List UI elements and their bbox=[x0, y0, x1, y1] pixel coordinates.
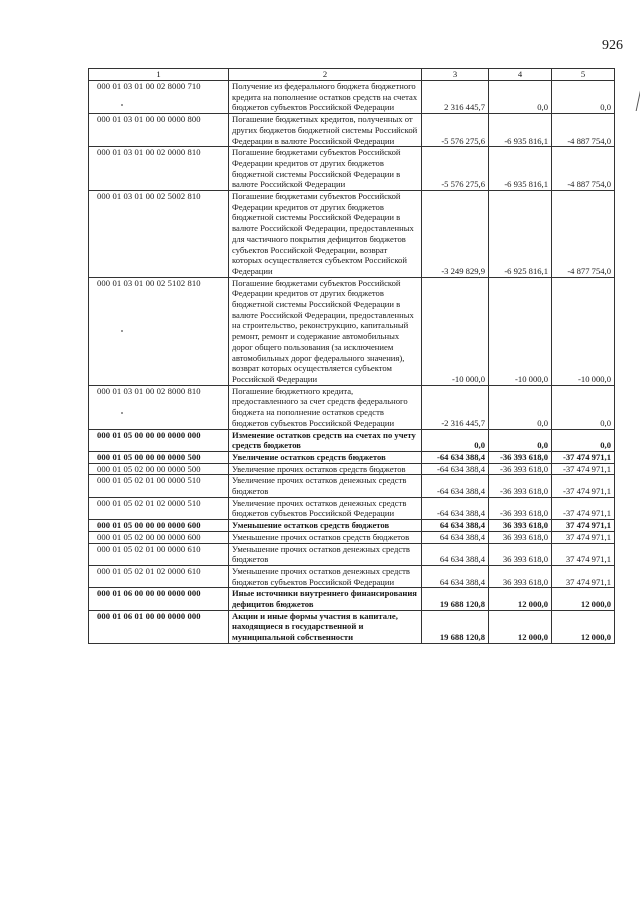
name-cell: Погашение бюджетами субъектов Российской Федерации кредитов от других бюджетов бюджетной системы Российской Федерации в валюте Российской Федерации, предоставленных для частичного покрытия дефицитов бюджетов субъектов Российской Федерации, возврат которых осуществляется субъектом Российской Федерации bbox=[229, 191, 422, 278]
page-number: 926 bbox=[602, 38, 623, 53]
table-row bbox=[89, 429, 615, 451]
value-col5-cell: 12 000,0 bbox=[552, 588, 615, 610]
name-cell: Уменьшение прочих остатков средств бюджетов bbox=[229, 531, 422, 543]
table-row bbox=[89, 565, 615, 587]
header-cell: 5 bbox=[552, 69, 615, 81]
table-header-row bbox=[89, 69, 615, 81]
table-row bbox=[89, 520, 615, 532]
name-cell: Изменение остатков средств на счетах по учету средств бюджетов bbox=[229, 429, 422, 451]
table-row bbox=[89, 277, 615, 385]
value-col5-cell: -37 474 971,1 bbox=[552, 497, 615, 519]
value-col5-cell: -37 474 971,1 bbox=[552, 451, 615, 463]
name-cell: Иные источники внутреннего финансирования дефицитов бюджетов bbox=[229, 588, 422, 610]
code-cell: 000 01 03 01 00 02 0000 810 bbox=[89, 147, 229, 191]
value-col4-cell: -36 393 618,0 bbox=[489, 451, 552, 463]
value-col4-cell: 36 393 618,0 bbox=[489, 565, 552, 587]
name-cell: Погашение бюджетного кредита, предоставленного за счет средств федерального бюджета на пополнение остатков средств бюджетов субъектов Российской Федерации bbox=[229, 385, 422, 429]
code-cell: 000 01 03 01 00 02 5102 810 bbox=[89, 277, 229, 385]
value-col5-cell: -4 887 754,0 bbox=[552, 147, 615, 191]
value-col5-cell: -37 474 971,1 bbox=[552, 463, 615, 475]
value-col4-cell: -36 393 618,0 bbox=[489, 475, 552, 497]
table-row bbox=[89, 543, 615, 565]
value-col5-cell: 0,0 bbox=[552, 385, 615, 429]
value-col3-cell: -5 576 275,6 bbox=[422, 114, 489, 147]
name-cell: Погашение бюджетных кредитов, полученных от других бюджетов бюджетной системы Российской Федерации в валюте Российской Федерации bbox=[229, 114, 422, 147]
name-cell: Уменьшение прочих остатков денежных средств бюджетов субъектов Российской Федерации bbox=[229, 565, 422, 587]
value-col4-cell: -6 925 816,1 bbox=[489, 191, 552, 278]
header-cell: 1 bbox=[89, 69, 229, 81]
code-cell: 000 01 05 00 00 00 0000 500 bbox=[89, 451, 229, 463]
value-col5-cell: 37 474 971,1 bbox=[552, 531, 615, 543]
value-col4-cell: -36 393 618,0 bbox=[489, 463, 552, 475]
table-row bbox=[89, 114, 615, 147]
value-col4-cell: 36 393 618,0 bbox=[489, 531, 552, 543]
value-col3-cell: -3 249 829,9 bbox=[422, 191, 489, 278]
value-col3-cell: -64 634 388,4 bbox=[422, 475, 489, 497]
name-cell: Увеличение остатков средств бюджетов bbox=[229, 451, 422, 463]
scan-speck bbox=[121, 330, 123, 332]
value-col4-cell: 0,0 bbox=[489, 81, 552, 114]
name-cell: Уменьшение остатков средств бюджетов bbox=[229, 520, 422, 532]
value-col3-cell: 2 316 445,7 bbox=[422, 81, 489, 114]
value-col5-cell: 37 474 971,1 bbox=[552, 520, 615, 532]
table-row bbox=[89, 191, 615, 278]
value-col4-cell: -6 935 816,1 bbox=[489, 114, 552, 147]
code-cell: 000 01 05 00 00 00 0000 600 bbox=[89, 520, 229, 532]
table-row bbox=[89, 531, 615, 543]
code-cell: 000 01 06 00 00 00 0000 000 bbox=[89, 588, 229, 610]
value-col3-cell: 64 634 388,4 bbox=[422, 543, 489, 565]
value-col4-cell: 36 393 618,0 bbox=[489, 543, 552, 565]
code-cell: 000 01 05 02 01 02 0000 510 bbox=[89, 497, 229, 519]
scan-speck bbox=[121, 412, 123, 414]
header-cell: 4 bbox=[489, 69, 552, 81]
value-col3-cell: -10 000,0 bbox=[422, 277, 489, 385]
value-col4-cell: 12 000,0 bbox=[489, 588, 552, 610]
code-cell: 000 01 03 01 00 00 0000 800 bbox=[89, 114, 229, 147]
code-cell: 000 01 05 02 01 02 0000 610 bbox=[89, 565, 229, 587]
name-cell: Получение из федерального бюджета бюджетного кредита на пополнение остатков средств на счетах бюджетов субъектов Российской Федерации bbox=[229, 81, 422, 114]
table-row bbox=[89, 463, 615, 475]
table-row bbox=[89, 81, 615, 114]
name-cell: Увеличение прочих остатков денежных средств бюджетов bbox=[229, 475, 422, 497]
name-cell: Увеличение прочих остатков средств бюджетов bbox=[229, 463, 422, 475]
value-col4-cell: 0,0 bbox=[489, 429, 552, 451]
value-col5-cell: 37 474 971,1 bbox=[552, 565, 615, 587]
header-cell: 3 bbox=[422, 69, 489, 81]
code-cell: 000 01 05 02 00 00 0000 500 bbox=[89, 463, 229, 475]
table-row bbox=[89, 610, 615, 643]
name-cell: Погашение бюджетами субъектов Российской Федерации кредитов от других бюджетов бюджетной системы Российской Федерации в валюте Российской Федерации, предоставленных на строительство, реконструкцию, капитальный ремонт, ремонт и содержание автомобильных дорог общего пользования (за исключением автомобильных дорог федерального значения), возврат которых осуществляется субъектом Российской Федерации bbox=[229, 277, 422, 385]
value-col3-cell: -64 634 388,4 bbox=[422, 463, 489, 475]
value-col3-cell: -64 634 388,4 bbox=[422, 451, 489, 463]
value-col4-cell: 12 000,0 bbox=[489, 610, 552, 643]
code-cell: 000 01 06 01 00 00 0000 000 bbox=[89, 610, 229, 643]
table-row bbox=[89, 147, 615, 191]
code-cell: 000 01 05 00 00 00 0000 000 bbox=[89, 429, 229, 451]
name-cell: Уменьшение прочих остатков денежных средств бюджетов bbox=[229, 543, 422, 565]
name-cell: Акции и иные формы участия в капитале, находящиеся в государственной и муниципальной собственности bbox=[229, 610, 422, 643]
value-col3-cell: 19 688 120,8 bbox=[422, 588, 489, 610]
value-col3-cell: 64 634 388,4 bbox=[422, 531, 489, 543]
scan-speck bbox=[121, 104, 123, 106]
value-col3-cell: 0,0 bbox=[422, 429, 489, 451]
page-edge-mark bbox=[622, 70, 640, 111]
code-cell: 000 01 03 01 00 02 8000 810 bbox=[89, 385, 229, 429]
value-col4-cell: -10 000,0 bbox=[489, 277, 552, 385]
value-col4-cell: 0,0 bbox=[489, 385, 552, 429]
value-col3-cell: -5 576 275,6 bbox=[422, 147, 489, 191]
value-col4-cell: 36 393 618,0 bbox=[489, 520, 552, 532]
value-col5-cell: -4 887 754,0 bbox=[552, 114, 615, 147]
value-col5-cell: 12 000,0 bbox=[552, 610, 615, 643]
code-cell: 000 01 05 02 01 00 0000 510 bbox=[89, 475, 229, 497]
header-cell: 2 bbox=[229, 69, 422, 81]
budget-sources-table bbox=[88, 68, 615, 644]
name-cell: Погашение бюджетами субъектов Российской Федерации кредитов от других бюджетов бюджетной системы Российской Федерации в валюте Российской Федерации bbox=[229, 147, 422, 191]
value-col5-cell: -37 474 971,1 bbox=[552, 475, 615, 497]
value-col4-cell: -6 935 816,1 bbox=[489, 147, 552, 191]
code-cell: 000 01 03 01 00 02 8000 710 bbox=[89, 81, 229, 114]
value-col4-cell: -36 393 618,0 bbox=[489, 497, 552, 519]
value-col5-cell: -4 877 754,0 bbox=[552, 191, 615, 278]
value-col3-cell: -64 634 388,4 bbox=[422, 497, 489, 519]
code-cell: 000 01 05 02 00 00 0000 600 bbox=[89, 531, 229, 543]
value-col5-cell: -10 000,0 bbox=[552, 277, 615, 385]
value-col5-cell: 0,0 bbox=[552, 81, 615, 114]
value-col3-cell: 19 688 120,8 bbox=[422, 610, 489, 643]
table-row bbox=[89, 385, 615, 429]
table-row bbox=[89, 588, 615, 610]
value-col5-cell: 37 474 971,1 bbox=[552, 543, 615, 565]
code-cell: 000 01 05 02 01 00 0000 610 bbox=[89, 543, 229, 565]
value-col3-cell: 64 634 388,4 bbox=[422, 565, 489, 587]
code-cell: 000 01 03 01 00 02 5002 810 bbox=[89, 191, 229, 278]
table-row bbox=[89, 451, 615, 463]
table-row bbox=[89, 497, 615, 519]
name-cell: Увеличение прочих остатков денежных средств бюджетов субъектов Российской Федерации bbox=[229, 497, 422, 519]
table-row bbox=[89, 475, 615, 497]
value-col3-cell: -2 316 445,7 bbox=[422, 385, 489, 429]
value-col3-cell: 64 634 388,4 bbox=[422, 520, 489, 532]
value-col5-cell: 0,0 bbox=[552, 429, 615, 451]
